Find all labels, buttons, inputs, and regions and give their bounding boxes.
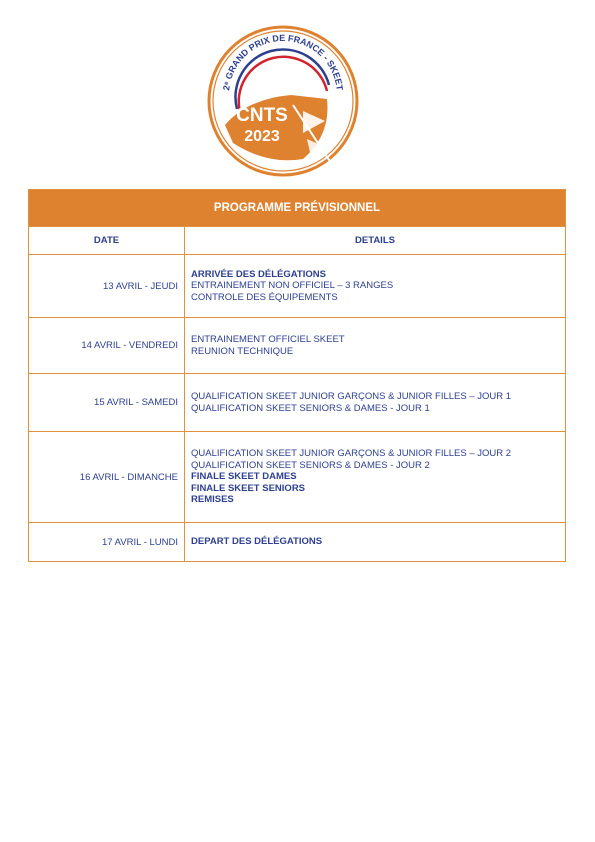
detail-line: QUALIFICATION SKEET SENIORS & DAMES - JOUR 2 bbox=[191, 459, 430, 471]
row-details bbox=[185, 374, 566, 432]
row-date: 15 AVRIL - SAMEDI bbox=[29, 374, 185, 432]
detail-line: ENTRAINEMENT NON OFFICIEL – 3 RANGES bbox=[191, 280, 394, 292]
row-date: 14 AVRIL - VENDREDI bbox=[29, 318, 185, 374]
programme-table bbox=[28, 189, 566, 562]
table-row bbox=[29, 523, 566, 562]
detail-line: DEPART DES DÉLÉGATIONS bbox=[191, 536, 323, 548]
row-date: 16 AVRIL - DIMANCHE bbox=[29, 432, 185, 523]
row-details bbox=[185, 432, 566, 523]
detail-line: QUALIFICATION SKEET SENIORS & DAMES - JOUR 1 bbox=[191, 402, 430, 414]
table-row bbox=[29, 374, 566, 432]
table-title: PROGRAMME PRÉVISIONNEL bbox=[29, 190, 566, 227]
detail-line: REUNION TECHNIQUE bbox=[191, 345, 294, 357]
row-details bbox=[185, 523, 566, 562]
detail-line: ARRIVÉE DES DÉLÉGATIONS bbox=[191, 268, 326, 280]
row-date: 17 AVRIL - LUNDI bbox=[29, 523, 185, 562]
table-row bbox=[29, 318, 566, 374]
programme-rows bbox=[29, 255, 566, 562]
detail-line: FINALE SKEET SENIORS bbox=[191, 482, 306, 494]
logo-year: 2023 bbox=[244, 128, 280, 145]
row-date: 13 AVRIL - JEUDI bbox=[29, 255, 185, 318]
table-row bbox=[29, 255, 566, 318]
row-details bbox=[185, 318, 566, 374]
detail-line: QUALIFICATION SKEET JUNIOR GARÇONS & JUNIOR FILLES – JOUR 2 bbox=[191, 448, 512, 460]
column-header-date: DATE bbox=[29, 227, 185, 255]
detail-line: FINALE SKEET DAMES bbox=[191, 471, 297, 483]
svg-text:2ᵉ GRAND PRIX DE FRANCE - SKEE: 2ᵉ GRAND PRIX DE FRANCE - SKEET bbox=[221, 32, 345, 91]
row-details bbox=[185, 255, 566, 318]
cnts-2023-logo bbox=[207, 25, 359, 177]
table-row bbox=[29, 432, 566, 523]
detail-line: REMISES bbox=[191, 494, 234, 506]
detail-line: ENTRAINEMENT OFFICIEL SKEET bbox=[191, 334, 345, 345]
detail-line: QUALIFICATION SKEET JUNIOR GARÇONS & JUNIOR FILLES – JOUR 1 bbox=[191, 391, 512, 402]
detail-line: CONTROLE DES ÉQUIPEMENTS bbox=[191, 291, 338, 303]
logo-brand: CNTS bbox=[236, 105, 288, 126]
column-header-details: DETAILS bbox=[185, 227, 566, 255]
